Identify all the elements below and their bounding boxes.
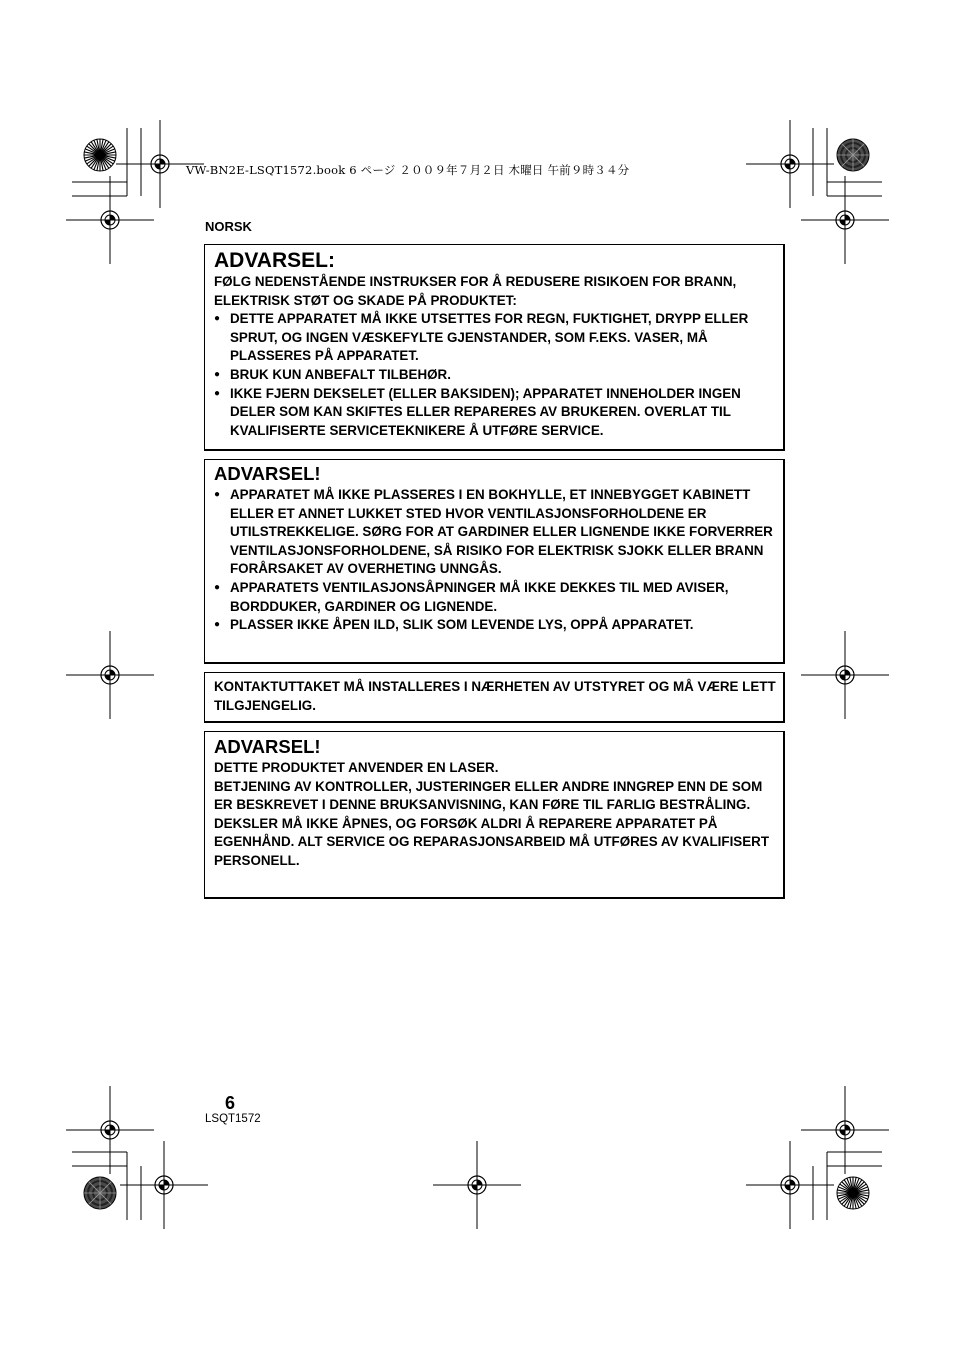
warning-title: ADVARSEL: — [214, 249, 335, 272]
warning-title: ADVARSEL! — [214, 736, 321, 757]
warning-box-3 — [204, 731, 785, 899]
notice-box — [204, 672, 785, 723]
file-header-line: VW-BN2E-LSQT1572.book 6 ページ ２００９年７月２日 木曜日 午前９時３４分 — [186, 163, 630, 177]
warning-box-2 — [204, 459, 785, 664]
section-language-label: NORSK — [205, 219, 252, 234]
page-number: 6 — [225, 1093, 236, 1113]
list-item: ● BRUK KUN ANBEFALT TILBEHØR. — [214, 366, 779, 385]
warning-title: ADVARSEL! — [214, 463, 321, 484]
document-code: LSQT1572 — [205, 1113, 261, 1125]
laser-line: BETJENING AV KONTROLLER, JUSTERINGER ELLER ANDRE INNGREP ENN DE SOM ER BESKREVET I DENNE BRUKSANVISNING, KAN FØRE TIL FARLIG BESTRÅLING. — [214, 778, 763, 813]
list-item: ● DETTE APPARATET MÅ IKKE UTSETTES FOR REGN, FUKTIGHET, DRYPP ELLER SPRUT, OG INGEN VÆSKEFYLTE GJENSTANDER, SOM F.EKS. VASER, MÅ PLASSERES PÅ APPARATET. — [214, 310, 779, 366]
list-item: ● APPARATETS VENTILASJONSÅPNINGER MÅ IKKE DEKKES TIL MED AVISER, BORDDUKER, GARDINER OG LIGNENDE. — [214, 579, 779, 616]
laser-line: DEKSLER MÅ IKKE ÅPNES, OG FORSØK ALDRI Å REPARERE APPARATET PÅ EGENHÅND. ALT SERVICE OG REPARASJONSARBEID MÅ UTFØRES AV KVALIFISERT PERSONELL. — [214, 815, 770, 868]
warning-list — [214, 310, 779, 440]
notice-text: KONTAKTUTTAKET MÅ INSTALLERES I NÆRHETEN AV UTSTYRET OG MÅ VÆRE LETT TILGJENGELIG. — [214, 679, 776, 713]
list-item: ● APPARATET MÅ IKKE PLASSERES I EN BOKHYLLE, ET INNEBYGGET KABINETT ELLER ET ANNET LUKKET STED HVOR VENTILASJONSFORHOLDENE ER UTILSTREKKELIGE. SØRG FOR AT GARDINER ELLER LIGNENDE IKKE FORVERRER VENTILASJONSFORHOLDENE, SÅ RISIKO FOR ELEKTRISK SJOKK ELLER BRANN FORÅRSAKET AV OVERHETING UNNGÅS. — [214, 486, 779, 579]
list-item: ● PLASSER IKKE ÅPEN ILD, SLIK SOM LEVENDE LYS, OPPÅ APPARATET. — [214, 616, 779, 635]
warning-box-1 — [204, 244, 785, 451]
laser-line: DETTE PRODUKTET ANVENDER EN LASER. — [214, 760, 499, 775]
warning-list — [214, 486, 779, 635]
warning-intro: FØLG NEDENSTÅENDE INSTRUKSER FOR Å REDUSERE RISIKOEN FOR BRANN, ELEKTRISK STØT OG SKADE PÅ PRODUKTET: — [214, 274, 737, 308]
list-item: ● IKKE FJERN DEKSELET (ELLER BAKSIDEN); APPARATET INNEHOLDER INGEN DELER SOM KAN SKIFTES ELLER REPARERES AV BRUKEREN. OVERLAT TIL KVALIFISERTE SERVICETEKNIKERE Å UTFØRE SERVICE. — [214, 385, 779, 441]
